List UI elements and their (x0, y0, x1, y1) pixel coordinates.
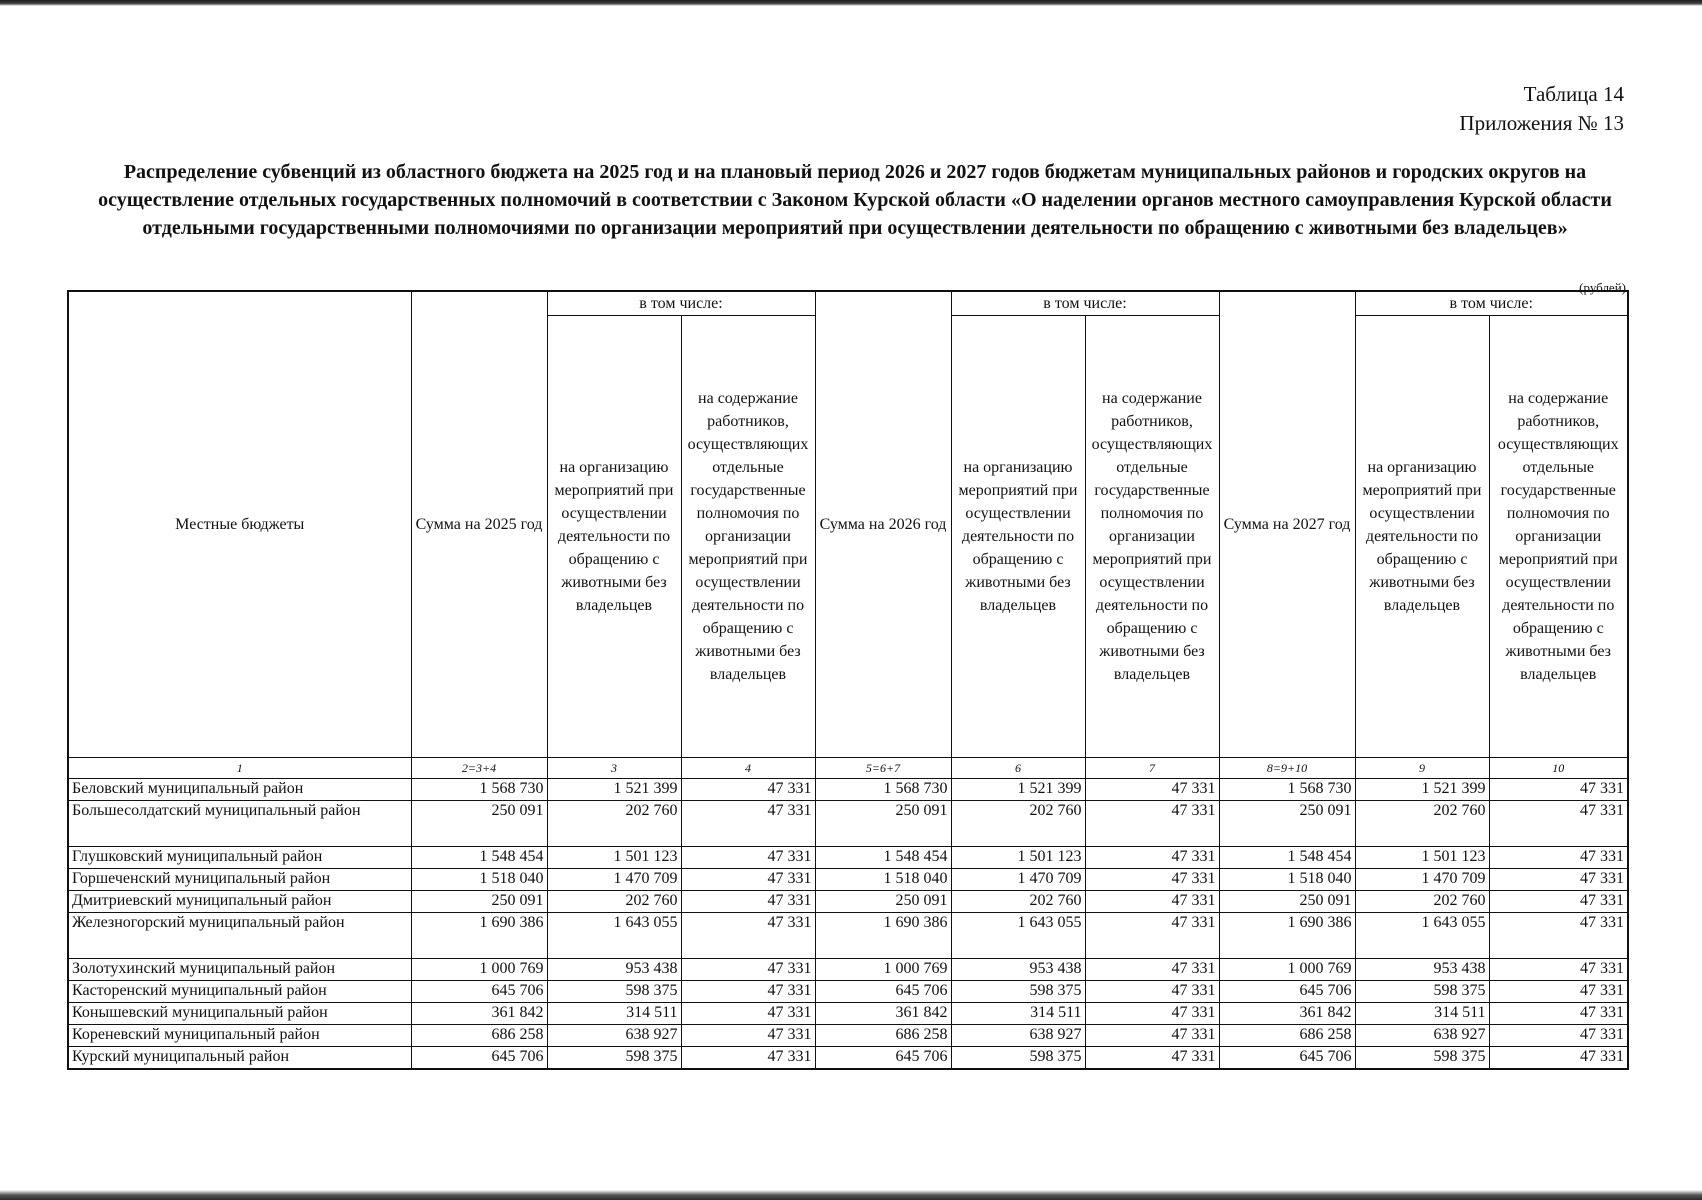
amount-cell: 1 690 386 (1219, 913, 1355, 959)
units-label: (рублей) (1579, 280, 1626, 295)
amount-cell: 953 438 (547, 959, 681, 981)
amount-cell: 47 331 (1085, 869, 1219, 891)
column-number: 9 (1355, 758, 1489, 779)
scan-edge-bottom (0, 1190, 1702, 1200)
amount-cell: 1 643 055 (547, 913, 681, 959)
amount-cell: 361 842 (815, 1003, 951, 1025)
column-number: 1 (68, 758, 411, 779)
amount-cell: 47 331 (681, 913, 815, 959)
amount-cell: 1 568 730 (1219, 779, 1355, 801)
district-name: Дмитриевский муниципальный район (68, 891, 411, 913)
amount-cell: 1 643 055 (951, 913, 1085, 959)
amount-cell: 1 521 399 (951, 779, 1085, 801)
amount-cell: 47 331 (1085, 959, 1219, 981)
amount-cell: 1 690 386 (411, 913, 547, 959)
amount-cell: 645 706 (1219, 1047, 1355, 1069)
amount-cell: 47 331 (1489, 913, 1628, 959)
amount-cell: 1 000 769 (411, 959, 547, 981)
amount-cell: 47 331 (1489, 981, 1628, 1003)
amount-cell: 250 091 (411, 891, 547, 913)
header-organization-2027: на организацию мероприятий при осуществлении деятельности по обращению с животными без владельцев (1355, 316, 1489, 758)
amount-cell: 47 331 (681, 847, 815, 869)
column-number: 3 (547, 758, 681, 779)
amount-cell: 202 760 (547, 891, 681, 913)
table-row (68, 1025, 1628, 1047)
amount-cell: 598 375 (547, 981, 681, 1003)
amount-cell: 47 331 (681, 1025, 815, 1047)
amount-cell: 361 842 (1219, 1003, 1355, 1025)
amount-cell: 202 760 (951, 891, 1085, 913)
amount-cell: 645 706 (815, 981, 951, 1003)
column-number: 4 (681, 758, 815, 779)
amount-cell: 47 331 (681, 1047, 815, 1069)
amount-cell: 47 331 (1489, 779, 1628, 801)
amount-cell: 47 331 (1489, 1047, 1628, 1069)
header-sum-2025: Сумма на 2025 год (411, 291, 547, 758)
column-number: 2=3+4 (411, 758, 547, 779)
amount-cell: 202 760 (951, 801, 1085, 847)
amount-cell: 47 331 (681, 959, 815, 981)
amount-cell: 1 518 040 (815, 869, 951, 891)
amount-cell: 47 331 (1489, 869, 1628, 891)
amount-cell: 1 000 769 (1219, 959, 1355, 981)
amount-cell: 1 690 386 (815, 913, 951, 959)
amount-cell: 47 331 (1489, 959, 1628, 981)
amount-cell: 598 375 (951, 981, 1085, 1003)
amount-cell: 1 518 040 (411, 869, 547, 891)
amount-cell: 47 331 (1085, 847, 1219, 869)
district-name: Железногорский муниципальный район (68, 913, 411, 959)
table-row (68, 801, 1628, 847)
amount-cell: 47 331 (1085, 1003, 1219, 1025)
column-number: 10 (1489, 758, 1628, 779)
amount-cell: 47 331 (1085, 1025, 1219, 1047)
amount-cell: 47 331 (681, 1003, 815, 1025)
district-name: Горшеченский муниципальный район (68, 869, 411, 891)
header-staff-2027: на содержание работников, осуществляющих отдельные государственные полномочия по организации мероприятий при осуществлении деятельности по обращению с животными без владельцев (1489, 316, 1628, 758)
amount-cell: 47 331 (1489, 1025, 1628, 1047)
amount-cell: 47 331 (1489, 891, 1628, 913)
district-name: Глушковский муниципальный район (68, 847, 411, 869)
amount-cell: 1 518 040 (1219, 869, 1355, 891)
header-organization-2025: на организацию мероприятий при осуществлении деятельности по обращению с животными без владельцев (547, 316, 681, 758)
amount-cell: 47 331 (1085, 801, 1219, 847)
amount-cell: 645 706 (411, 1047, 547, 1069)
amount-cell: 47 331 (681, 779, 815, 801)
amount-cell: 1 501 123 (1355, 847, 1489, 869)
amount-cell: 1 000 769 (815, 959, 951, 981)
appendix-reference (1459, 80, 1624, 138)
subsidy-table (67, 290, 1629, 1070)
table-row (68, 847, 1628, 869)
header-organization-2026: на организацию мероприятий при осуществлении деятельности по обращению с животными без владельцев (951, 316, 1085, 758)
amount-cell: 250 091 (411, 801, 547, 847)
amount-cell: 598 375 (951, 1047, 1085, 1069)
amount-cell: 47 331 (1085, 1047, 1219, 1069)
amount-cell: 1 548 454 (1219, 847, 1355, 869)
amount-cell: 953 438 (951, 959, 1085, 981)
table-row (68, 1047, 1628, 1069)
amount-cell: 47 331 (681, 981, 815, 1003)
amount-cell: 598 375 (547, 1047, 681, 1069)
amount-cell: 361 842 (411, 1003, 547, 1025)
amount-cell: 202 760 (547, 801, 681, 847)
column-numbers-row (68, 758, 1628, 779)
table-row (68, 1003, 1628, 1025)
scan-edge-top (0, 0, 1702, 6)
header-sum-2027: Сумма на 2027 год (1219, 291, 1355, 758)
header-staff-2025: на содержание работников, осуществляющих отдельные государственные полномочия по организации мероприятий при осуществлении деятельности по обращению с животными без владельцев (681, 316, 815, 758)
header-staff-2026: на содержание работников, осуществляющих отдельные государственные полномочия по организации мероприятий при осуществлении деятельности по обращению с животными без владельцев (1085, 316, 1219, 758)
amount-cell: 1 548 454 (815, 847, 951, 869)
amount-cell: 47 331 (681, 869, 815, 891)
column-number: 7 (1085, 758, 1219, 779)
amount-cell: 598 375 (1355, 1047, 1489, 1069)
amount-cell: 314 511 (547, 1003, 681, 1025)
amount-cell: 47 331 (1489, 847, 1628, 869)
amount-cell: 953 438 (1355, 959, 1489, 981)
amount-cell: 47 331 (681, 891, 815, 913)
table-row (68, 913, 1628, 959)
amount-cell: 1 548 454 (411, 847, 547, 869)
table-row (68, 981, 1628, 1003)
amount-cell: 1 521 399 (1355, 779, 1489, 801)
header-local-budgets: Местные бюджеты (68, 291, 411, 758)
amount-cell: 1 501 123 (547, 847, 681, 869)
column-number: 6 (951, 758, 1085, 779)
amount-cell: 1 568 730 (411, 779, 547, 801)
header-sum-2026: Сумма на 2026 год (815, 291, 951, 758)
amount-cell: 598 375 (1355, 981, 1489, 1003)
district-name: Курский муниципальный район (68, 1047, 411, 1069)
document-title: Распределение субвенций из областного бюджета на 2025 год и на плановый период 2026 и 2027 годов бюджетам муниципальных районов и городских округов на осуществление отдельных государственных полномочий в соответствии с Законом Курской области «О наделении органов местного самоуправления Курской области отдельными государственными полномочиями по организации мероприятий при осуществлении деятельности по обращению с животными без владельцев» (98, 161, 1612, 239)
header-including-2025: в том числе: (547, 291, 815, 316)
amount-cell: 250 091 (815, 801, 951, 847)
amount-cell: 645 706 (411, 981, 547, 1003)
amount-cell: 1 470 709 (1355, 869, 1489, 891)
amount-cell: 1 470 709 (951, 869, 1085, 891)
amount-cell: 1 470 709 (547, 869, 681, 891)
amount-cell: 686 258 (1219, 1025, 1355, 1047)
amount-cell: 314 511 (1355, 1003, 1489, 1025)
column-number: 5=6+7 (815, 758, 951, 779)
district-name: Конышевский муниципальный район (68, 1003, 411, 1025)
amount-cell: 47 331 (1085, 981, 1219, 1003)
header-including-2026: в том числе: (951, 291, 1219, 316)
table-label: Таблица 14 (1523, 82, 1624, 106)
amount-cell: 638 927 (1355, 1025, 1489, 1047)
amount-cell: 686 258 (411, 1025, 547, 1047)
district-name: Золотухинский муниципальный район (68, 959, 411, 981)
amount-cell: 1 568 730 (815, 779, 951, 801)
amount-cell: 202 760 (1355, 891, 1489, 913)
amount-cell: 250 091 (1219, 801, 1355, 847)
amount-cell: 47 331 (1085, 891, 1219, 913)
district-name: Беловский муниципальный район (68, 779, 411, 801)
table-row (68, 779, 1628, 801)
table-row (68, 869, 1628, 891)
district-name: Касторенский муниципальный район (68, 981, 411, 1003)
amount-cell: 645 706 (1219, 981, 1355, 1003)
amount-cell: 47 331 (681, 801, 815, 847)
amount-cell: 250 091 (1219, 891, 1355, 913)
amount-cell: 47 331 (1489, 801, 1628, 847)
amount-cell: 202 760 (1355, 801, 1489, 847)
amount-cell: 686 258 (815, 1025, 951, 1047)
amount-cell: 47 331 (1085, 913, 1219, 959)
amount-cell: 47 331 (1085, 779, 1219, 801)
header-including-2027: в том числе: (1355, 291, 1628, 316)
amount-cell: 1 521 399 (547, 779, 681, 801)
appendix-label: Приложения № 13 (1459, 111, 1624, 135)
amount-cell: 638 927 (547, 1025, 681, 1047)
column-number: 8=9+10 (1219, 758, 1355, 779)
amount-cell: 314 511 (951, 1003, 1085, 1025)
amount-cell: 645 706 (815, 1047, 951, 1069)
amount-cell: 1 501 123 (951, 847, 1085, 869)
table-row (68, 959, 1628, 981)
district-name: Большесолдатский муниципальный район (68, 801, 411, 847)
amount-cell: 1 643 055 (1355, 913, 1489, 959)
amount-cell: 250 091 (815, 891, 951, 913)
district-name: Кореневский муниципальный район (68, 1025, 411, 1047)
table-row (68, 891, 1628, 913)
amount-cell: 638 927 (951, 1025, 1085, 1047)
amount-cell: 47 331 (1489, 1003, 1628, 1025)
